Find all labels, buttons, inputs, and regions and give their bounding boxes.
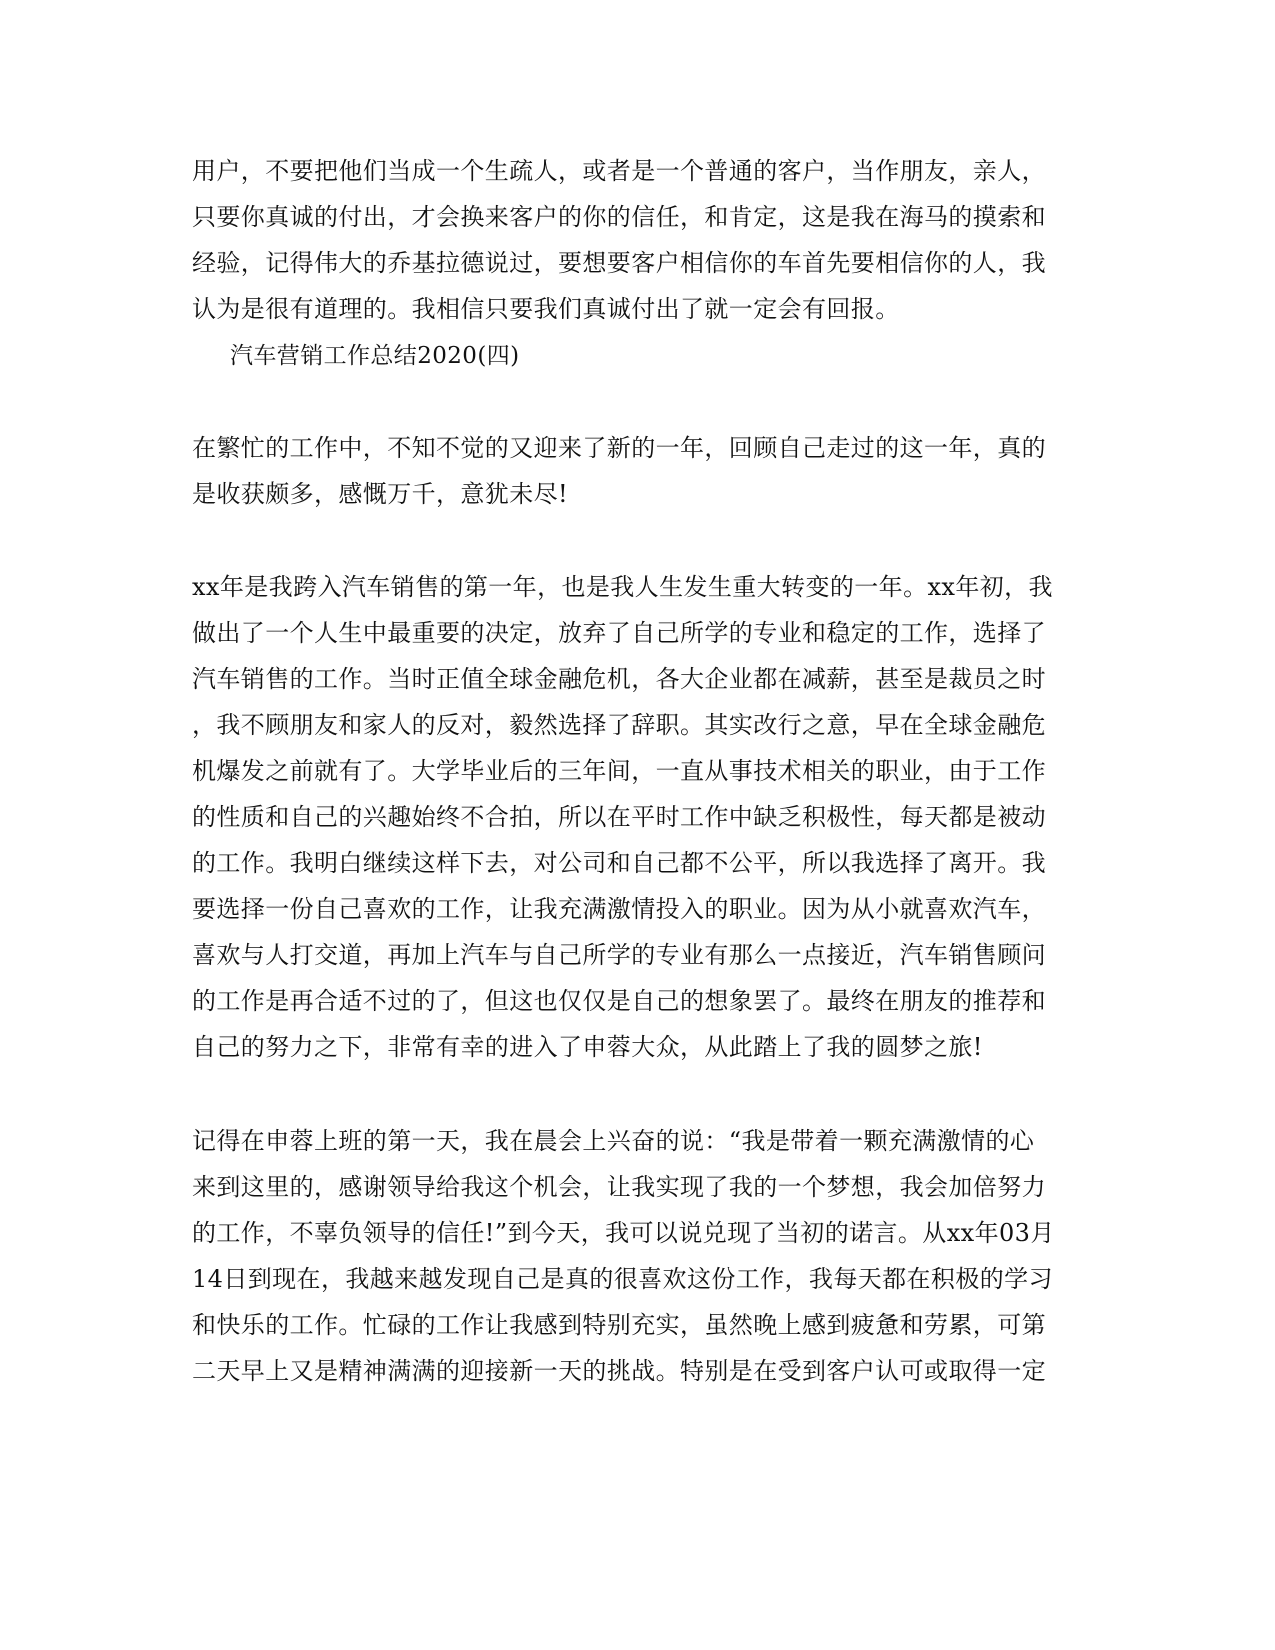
text-line: 是收获颇多，感慨万千，意犹未尽! (192, 480, 569, 508)
text-line: 要选择一份自己喜欢的工作，让我充满激情投入的职业。因为从小就喜欢汽车， (192, 895, 1046, 923)
text-line: ，我不顾朋友和家人的反对，毅然选择了辞职。其实改行之意，早在全球金融危 (192, 711, 1046, 739)
text-line: 的工作。我明白继续这样下去，对公司和自己都不公平，所以我选择了离开。我 (192, 849, 1046, 877)
text-line: 汽车销售的工作。当时正值全球金融危机，各大企业都在减薪，甚至是裁员之时 (192, 665, 1046, 693)
text-line: 机爆发之前就有了。大学毕业后的三年间，一直从事技术相关的职业，由于工作 (192, 757, 1046, 785)
text-line: 自己的努力之下，非常有幸的进入了申蓉大众，从此踏上了我的圆梦之旅! (192, 1033, 983, 1061)
text-line: 只要你真诚的付出，才会换来客户的你的信任，和肯定，这是我在海马的摸索和 (192, 203, 1046, 231)
text-line: 来到这里的，感谢领导给我这个机会，让我实现了我的一个梦想，我会加倍努力 (192, 1173, 1046, 1201)
text-line: 做出了一个人生中最重要的决定，放弃了自己所学的专业和稳定的工作，选择了 (192, 619, 1046, 647)
text-line: 记得在申蓉上班的第一天，我在晨会上兴奋的说：“我是带着一颗充满激情的心 (192, 1127, 1035, 1155)
section-title: 汽车营销工作总结2020(四) (230, 343, 520, 369)
text-line: 认为是很有道理的。我相信只要我们真诚付出了就一定会有回报。 (192, 295, 900, 323)
text-line: 用户，不要把他们当成一个生疏人，或者是一个普通的客户，当作朋友，亲人， (192, 157, 1046, 185)
text-line: 的工作是再合适不过的了，但这也仅仅是自己的想象罢了。最终在朋友的推荐和 (192, 987, 1046, 1015)
text-line: 14日到现在，我越来越发现自己是真的很喜欢这份工作，我每天都在积极的学习 (192, 1265, 1053, 1293)
text-line: 喜欢与人打交道，再加上汽车与自己所学的专业有那么一点接近，汽车销售顾问 (192, 941, 1046, 969)
text-line: 和快乐的工作。忙碌的工作让我感到特别充实，虽然晚上感到疲惫和劳累，可第 (192, 1311, 1046, 1339)
text-line: 在繁忙的工作中，不知不觉的又迎来了新的一年，回顾自己走过的这一年，真的 (192, 434, 1046, 462)
text-line: 二天早上又是精神满满的迎接新一天的挑战。特别是在受到客户认可或取得一定 (192, 1357, 1046, 1385)
text-line: 经验，记得伟大的乔基拉德说过，要想要客户相信你的车首先要相信你的人，我 (192, 249, 1046, 277)
text-line: 的性质和自己的兴趣始终不合拍，所以在平时工作中缺乏积极性，每天都是被动 (192, 803, 1046, 831)
text-line: xx年是我跨入汽车销售的第一年，也是我人生发生重大转变的一年。xx年初，我 (192, 573, 1053, 601)
text-line: 的工作，不辜负领导的信任!”到今天，我可以说兑现了当初的诺言。从xx年03月 (192, 1219, 1055, 1247)
